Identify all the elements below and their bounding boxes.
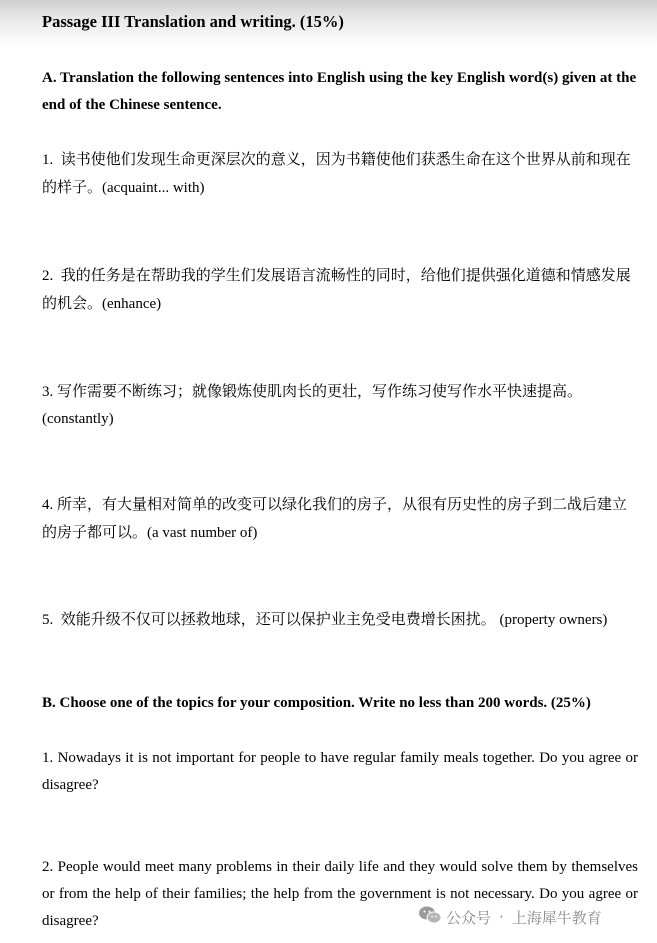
composition-topic-1	[42, 745, 638, 799]
page-title: Passage III Translation and writing. (15%)	[42, 12, 344, 31]
item-hint: (property owners)	[499, 612, 608, 628]
item-chinese: 所幸，有大量相对简单的改变可以绿化我们的房子，从很有历史性的房子到二战后建立的房子都可以。	[42, 495, 628, 541]
item-hint: (enhance)	[102, 296, 162, 312]
topic-text: Nowadays it is not important for people to have regular family meals together. Do you agree or disagree?	[42, 750, 639, 793]
topic-text: People would meet many problems in their daily life and they would solve them by themselves or from the help of their families; the help from the government is not necessary. Do you agree or disagree?	[42, 859, 638, 929]
item-chinese: 效能升级不仅可以拯救地球，还可以保护业主免受电费增长困扰。	[60, 610, 496, 628]
item-chinese: 我的任务是在帮助我的学生们发展语言流畅性的同时，给他们提供强化道德和情感发展的机会。	[42, 266, 631, 312]
item-number: 5.	[42, 612, 54, 628]
translation-item-2	[42, 262, 638, 318]
item-chinese: 读书使他们发现生命更深层次的意义，因为书籍使他们获悉生命在这个世界从前和现在的样子。	[42, 150, 631, 196]
translation-item-4	[42, 491, 638, 547]
item-number: 1.	[42, 152, 54, 168]
translation-item-3	[42, 378, 638, 433]
translation-item-5	[42, 606, 638, 634]
section-a-heading: A. Translation the following sentences into English using the key English word(s) given at the end of the Chinese sentence.	[42, 70, 637, 113]
wechat-watermark	[418, 904, 602, 930]
item-hint: (acquaint... with)	[102, 180, 205, 196]
item-hint: (a vast number of)	[147, 525, 258, 541]
section-b-heading: B. Choose one of the topics for your composition. Write no less than 200 words. (25%)	[42, 695, 591, 711]
item-number: 3.	[42, 384, 54, 400]
item-hint: (constantly)	[42, 411, 114, 427]
translation-item-1	[42, 146, 638, 202]
watermark-separator: ·	[499, 908, 504, 926]
watermark-account: 上海犀牛教育	[511, 908, 602, 927]
item-number: 4.	[42, 497, 54, 513]
topic-number: 1.	[42, 750, 54, 766]
wechat-icon	[418, 905, 442, 929]
item-number: 2.	[42, 268, 54, 284]
watermark-label: 公众号	[446, 908, 492, 927]
item-chinese: 写作需要不断练习；就像锻炼使肌肉长的更壮，写作练习使写作水平快速提高。	[57, 382, 583, 400]
topic-number: 2.	[42, 859, 54, 875]
